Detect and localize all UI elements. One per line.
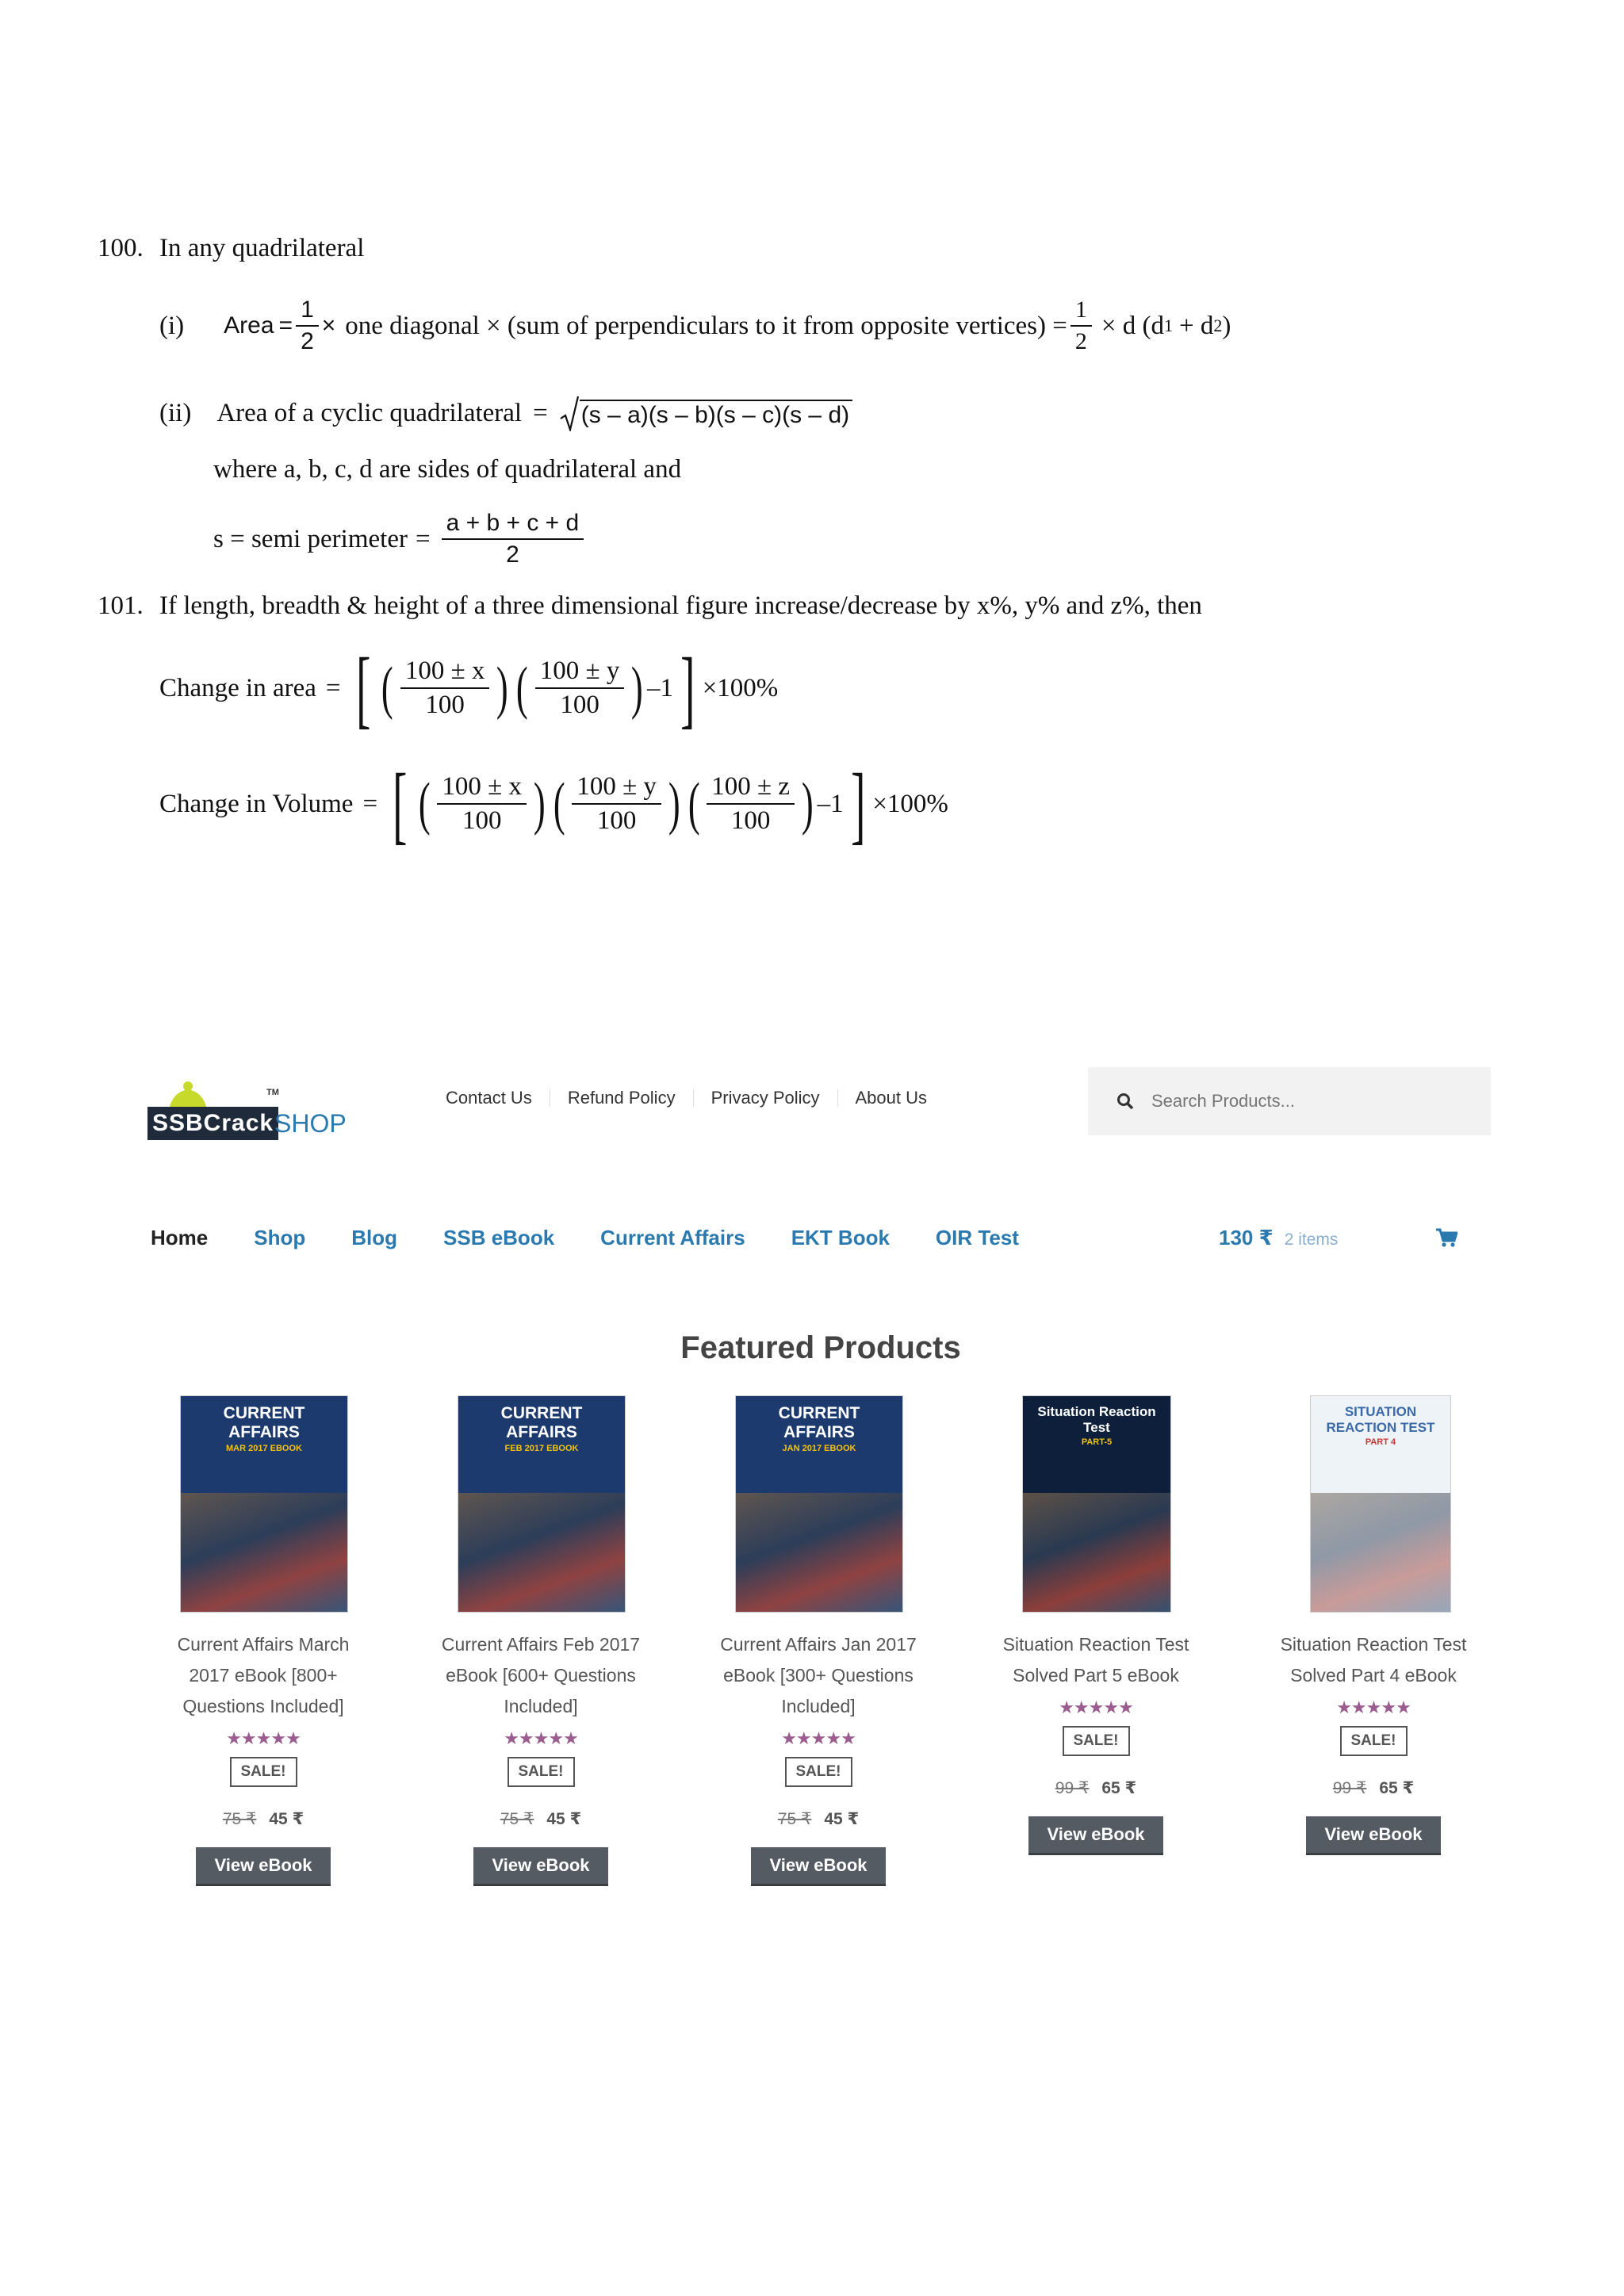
sqrt-icon bbox=[559, 395, 580, 431]
paren-close: ) bbox=[496, 656, 509, 721]
heading-101: If length, breadth & height of a three dimensional figure increase/decrease by x%, y% and z%, then bbox=[159, 591, 1202, 620]
rating-stars: ★★★★★ bbox=[504, 1728, 578, 1748]
cyclic-text: Area of a cyclic quadrilateral bbox=[216, 398, 523, 427]
product-card[interactable] bbox=[402, 1395, 680, 1919]
cover-subtitle: Test bbox=[1083, 1420, 1110, 1435]
fraction-y: $\frac{100 \pm y}{100}$ bbox=[535, 658, 625, 718]
product-title-line: Solved Part 4 eBook bbox=[1290, 1665, 1457, 1686]
left-bracket: [ bbox=[355, 640, 371, 737]
sale-price: 45 ₹ bbox=[269, 1810, 304, 1828]
sale-price: 65 ₹ bbox=[1101, 1779, 1137, 1797]
price-row bbox=[1235, 1778, 1512, 1798]
top-link-about[interactable]: About Us bbox=[855, 1088, 927, 1108]
menu-ssb-ebook[interactable]: SSB eBook bbox=[443, 1226, 555, 1249]
equals-sign: = bbox=[325, 673, 341, 702]
radicand: (s – a)(s – b)(s – c)(s – d) bbox=[580, 400, 852, 427]
sale-badge-wrap bbox=[957, 1726, 1235, 1756]
view-ebook-button[interactable]: View eBook bbox=[196, 1847, 331, 1886]
product-title-line: Included] bbox=[504, 1696, 578, 1716]
view-ebook-button[interactable]: View eBook bbox=[751, 1847, 886, 1886]
old-price: 75 ₹ bbox=[777, 1810, 812, 1828]
fraction-x: $\frac{100 \pm x}{100}$ bbox=[400, 658, 490, 718]
product-card[interactable] bbox=[680, 1395, 957, 1919]
search-input[interactable] bbox=[1150, 1085, 1470, 1118]
paren-close: ) bbox=[801, 771, 814, 836]
cover-tag: PART-5 bbox=[1081, 1437, 1113, 1447]
formula-100-ii bbox=[159, 395, 852, 431]
item-label: (ii) bbox=[159, 398, 192, 427]
logo-shop: SHOP bbox=[274, 1109, 347, 1138]
cover-subtitle: REACTION TEST bbox=[1326, 1420, 1435, 1435]
logo-text: SSBCrack bbox=[147, 1107, 278, 1140]
cover-tag: PART 4 bbox=[1365, 1437, 1396, 1447]
menu-ekt-book[interactable]: EKT Book bbox=[791, 1226, 890, 1249]
menu-oir-test[interactable]: OIR Test bbox=[935, 1226, 1019, 1249]
product-title-line: Current Affairs Jan 2017 bbox=[720, 1634, 917, 1655]
price-row bbox=[680, 1809, 957, 1829]
sale-badge: SALE! bbox=[785, 1757, 852, 1787]
product-title[interactable] bbox=[402, 1629, 680, 1722]
equals-sign: = bbox=[278, 312, 293, 339]
fraction-x: $\frac{100 \pm x}{100}$ bbox=[437, 774, 527, 834]
heading-100: In any quadrilateral bbox=[159, 234, 365, 262]
product-card[interactable] bbox=[124, 1395, 402, 1919]
divider bbox=[837, 1089, 838, 1107]
change-in-volume bbox=[159, 756, 948, 852]
sale-badge-wrap bbox=[124, 1757, 402, 1787]
price-row bbox=[124, 1809, 402, 1829]
item-number-100: 100. bbox=[98, 234, 144, 262]
semi-label: s = semi perimeter bbox=[213, 524, 408, 553]
fraction-z: $\frac{100 \pm z}{100}$ bbox=[707, 774, 795, 834]
where-text: where a, b, c, d are sides of quadrilateral and bbox=[213, 455, 682, 484]
paren-open: ( bbox=[553, 771, 565, 836]
price-row bbox=[402, 1809, 680, 1829]
cover-title: Situation Reaction bbox=[1037, 1404, 1156, 1419]
old-price: 75 ₹ bbox=[222, 1810, 257, 1828]
product-cover-image[interactable] bbox=[180, 1395, 348, 1613]
cart-total: 130 ₹ bbox=[1219, 1226, 1274, 1249]
product-cover-image[interactable] bbox=[1310, 1395, 1451, 1613]
sale-price: 45 ₹ bbox=[824, 1810, 860, 1828]
sale-price: 65 ₹ bbox=[1379, 1779, 1415, 1797]
product-title-line: Included] bbox=[781, 1696, 856, 1716]
paren-open: ( bbox=[418, 771, 431, 836]
sale-badge: SALE! bbox=[230, 1757, 297, 1787]
product-title-line: Current Affairs Feb 2017 bbox=[441, 1634, 641, 1655]
view-ebook-button[interactable]: View eBook bbox=[1306, 1816, 1441, 1855]
rating-stars: ★★★★★ bbox=[226, 1728, 301, 1748]
rating-stars: ★★★★★ bbox=[781, 1728, 856, 1748]
cover-photo bbox=[458, 1493, 625, 1612]
item-i-close: ) bbox=[1222, 311, 1231, 340]
menu-home[interactable]: Home bbox=[151, 1226, 209, 1249]
sale-badge: SALE! bbox=[1063, 1726, 1130, 1756]
times-sign: × bbox=[321, 312, 336, 339]
change-in-area bbox=[159, 640, 779, 737]
item-i-tail: × d (d bbox=[1101, 311, 1164, 340]
top-link-privacy[interactable]: Privacy Policy bbox=[710, 1088, 820, 1108]
sale-badge: SALE! bbox=[1340, 1726, 1408, 1756]
paren-open: ( bbox=[688, 771, 700, 836]
cover-title: CURRENT bbox=[500, 1404, 583, 1422]
sub-1: 1 bbox=[1163, 316, 1173, 335]
sale-badge-wrap bbox=[402, 1757, 680, 1787]
minus-one: –1 bbox=[647, 673, 674, 702]
fraction-half-2: $\frac{1}{2}$ bbox=[1071, 298, 1092, 354]
product-title-line: eBook [600+ Questions bbox=[446, 1665, 636, 1686]
site-logo[interactable] bbox=[147, 1078, 354, 1158]
cover-photo bbox=[736, 1493, 902, 1612]
sale-badge: SALE! bbox=[508, 1757, 575, 1787]
product-title[interactable] bbox=[957, 1629, 1235, 1691]
right-bracket: ] bbox=[680, 640, 695, 737]
semi-fraction: $\frac{a + b + c + d}{2}$ bbox=[442, 511, 584, 567]
product-cover-image[interactable] bbox=[1022, 1395, 1171, 1613]
cover-tag: JAN 2017 EBOOK bbox=[782, 1444, 856, 1453]
product-cover-image[interactable] bbox=[458, 1395, 626, 1613]
equals-sign: = bbox=[362, 789, 378, 818]
old-price: 75 ₹ bbox=[500, 1810, 534, 1828]
equals-sign: = bbox=[533, 398, 548, 427]
times-100: ×100% bbox=[872, 789, 948, 818]
minus-one: –1 bbox=[817, 789, 844, 818]
item-i-plus: + d bbox=[1178, 311, 1214, 340]
item-number-101: 101. bbox=[98, 591, 144, 620]
cart-items: 2 items bbox=[1284, 1230, 1339, 1249]
fraction-half: $\frac{1}{2}$ bbox=[296, 298, 319, 354]
cover-photo bbox=[1311, 1493, 1450, 1612]
product-title[interactable] bbox=[1235, 1629, 1512, 1691]
old-price: 99 ₹ bbox=[1332, 1779, 1367, 1797]
product-title[interactable] bbox=[680, 1629, 957, 1722]
item-label: (i) bbox=[159, 311, 185, 340]
product-title[interactable] bbox=[124, 1629, 402, 1722]
cover-tag: FEB 2017 EBOOK bbox=[504, 1444, 579, 1453]
view-ebook-button[interactable]: View eBook bbox=[473, 1847, 608, 1886]
paren-open: ( bbox=[516, 656, 528, 721]
section-title: Featured Products bbox=[680, 1330, 961, 1365]
product-title-line: eBook [300+ Questions bbox=[723, 1665, 914, 1686]
menu-current-affairs[interactable]: Current Affairs bbox=[600, 1226, 745, 1249]
paren-open: ( bbox=[381, 656, 393, 721]
times-100: ×100% bbox=[702, 673, 779, 702]
main-menu bbox=[151, 1226, 1019, 1250]
top-links bbox=[446, 1088, 927, 1108]
sale-price: 45 ₹ bbox=[546, 1810, 582, 1828]
semi-perimeter bbox=[213, 511, 587, 567]
cover-photo bbox=[1023, 1493, 1170, 1612]
cover-title: CURRENT bbox=[778, 1404, 860, 1422]
cover-subtitle: AFFAIRS bbox=[228, 1423, 300, 1441]
fraction-y: $\frac{100 \pm y}{100}$ bbox=[572, 774, 661, 834]
formula-100-i bbox=[159, 298, 1231, 354]
paren-close: ) bbox=[533, 771, 546, 836]
right-bracket: ] bbox=[850, 756, 866, 852]
old-price: 99 ₹ bbox=[1055, 1779, 1090, 1797]
sub-2: 2 bbox=[1213, 316, 1223, 335]
item-i-text: one diagonal × (sum of perpendiculars to it from opposite vertices) = bbox=[345, 311, 1067, 340]
left-bracket: [ bbox=[393, 756, 408, 852]
search-box[interactable] bbox=[1088, 1067, 1491, 1135]
top-link-refund[interactable]: Refund Policy bbox=[567, 1088, 676, 1108]
view-ebook-button[interactable]: View eBook bbox=[1028, 1816, 1163, 1855]
rating-stars: ★★★★★ bbox=[1336, 1697, 1411, 1717]
cart-summary[interactable] bbox=[1219, 1226, 1338, 1250]
sale-badge-wrap bbox=[1235, 1726, 1512, 1756]
area-word: Area bbox=[224, 312, 274, 339]
price-row bbox=[957, 1778, 1235, 1798]
equals-sign: = bbox=[415, 524, 431, 553]
cart-icon[interactable] bbox=[1435, 1227, 1457, 1248]
product-title-line: Questions Included] bbox=[182, 1696, 344, 1716]
logo-tm: TM bbox=[266, 1088, 279, 1097]
product-title-line: Situation Reaction Test bbox=[1280, 1634, 1467, 1655]
product-title-line: Solved Part 5 eBook bbox=[1013, 1665, 1179, 1686]
search-icon[interactable] bbox=[1116, 1093, 1134, 1110]
top-link-contact[interactable]: Contact Us bbox=[446, 1088, 532, 1108]
cover-title: SITUATION bbox=[1344, 1404, 1417, 1419]
sale-badge-wrap bbox=[680, 1757, 957, 1787]
product-title-line: 2017 eBook [800+ bbox=[189, 1665, 338, 1686]
cover-subtitle: AFFAIRS bbox=[783, 1423, 855, 1441]
cover-photo bbox=[181, 1493, 347, 1612]
product-card[interactable] bbox=[957, 1395, 1235, 1919]
product-title-line: Situation Reaction Test bbox=[1002, 1634, 1189, 1655]
cover-tag: MAR 2017 EBOOK bbox=[226, 1444, 302, 1453]
product-title-line: Current Affairs March bbox=[177, 1634, 350, 1655]
volume-label: Change in Volume bbox=[159, 789, 354, 818]
paren-close: ) bbox=[631, 656, 644, 721]
cover-subtitle: AFFAIRS bbox=[506, 1423, 577, 1441]
menu-blog[interactable]: Blog bbox=[351, 1226, 398, 1249]
area-label: Change in area bbox=[159, 673, 316, 702]
rating-stars: ★★★★★ bbox=[1059, 1697, 1133, 1717]
paren-close: ) bbox=[668, 771, 680, 836]
menu-shop[interactable]: Shop bbox=[254, 1226, 306, 1249]
cover-title: CURRENT bbox=[223, 1404, 305, 1422]
divider bbox=[693, 1089, 694, 1107]
product-cover-image[interactable] bbox=[735, 1395, 903, 1613]
shop-screenshot bbox=[0, 1031, 1624, 1950]
product-card[interactable] bbox=[1235, 1395, 1512, 1919]
